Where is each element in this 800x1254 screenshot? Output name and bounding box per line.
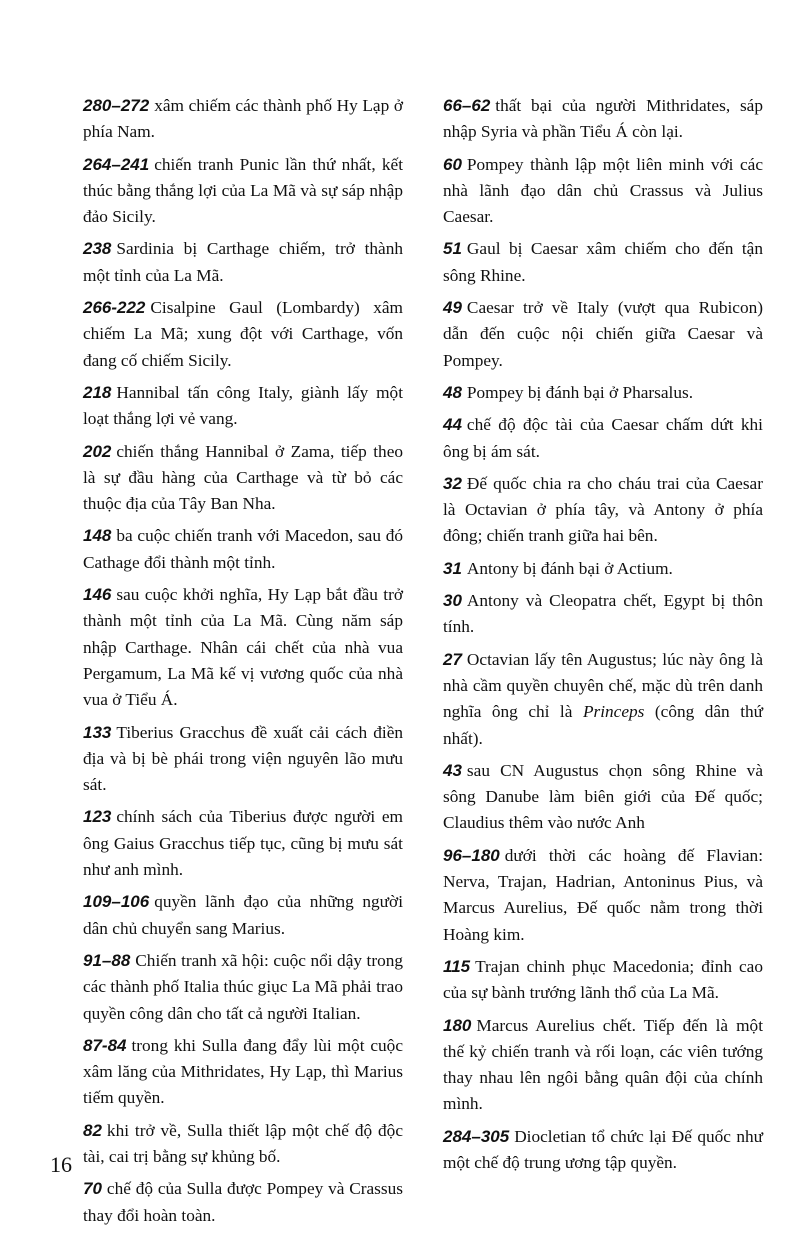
entry-text: Marcus Aurelius chết. Tiếp đến là một thế kỷ chiến tranh và rối loạn, các viên tướng thay nhau lên ngôi bằng quân đội của chính mình. xyxy=(443,1015,763,1114)
entry-date: 218 xyxy=(83,382,112,402)
left-column xyxy=(83,93,403,1235)
timeline-entry xyxy=(443,471,763,550)
timeline-entry xyxy=(443,647,763,752)
entry-date: 66–62 xyxy=(443,96,491,115)
timeline-entry xyxy=(443,843,763,948)
entry-text: Caesar trở về Italy (vượt qua Rubicon) dẫn đến cuộc nội chiến giữa Caesar và Pompey. xyxy=(443,298,763,370)
entry-text: thất bại của người Mithridates, sáp nhập Syria và phần Tiểu Á còn lại. xyxy=(443,96,763,142)
entry-text: Pompey thành lập một liên minh với các nhà lãnh đạo dân chủ Crassus và Julius Caesar. xyxy=(443,154,763,227)
entry-date: 284–305 xyxy=(443,1126,510,1146)
entry-date: 202 xyxy=(83,441,112,461)
entry-text: Tiberius Gracchus đề xuất cải cách điền địa và bị bè phái trong viện nguyên lão mưu sát. xyxy=(83,722,403,795)
entry-date: 109–106 xyxy=(83,892,150,912)
entry-date: 43 xyxy=(443,760,462,780)
entry-text: Gaul bị Caesar xâm chiếm cho đến tận sông Rhine. xyxy=(443,239,763,285)
entry-date: 32 xyxy=(443,473,462,493)
timeline-entry xyxy=(83,948,403,1027)
timeline-entry xyxy=(443,556,763,582)
entry-date: 70 xyxy=(83,1179,102,1199)
entry-text: Hannibal tấn công Italy, giành lấy một loạt thắng lợi vẻ vang. xyxy=(83,382,403,429)
timeline-entry xyxy=(443,93,763,146)
entry-date: 280–272 xyxy=(83,96,150,115)
timeline-entry xyxy=(443,295,763,374)
entry-text: trong khi Sulla đang đẩy lùi một cuộc xâm lăng của Mithridates, Hy Lạp, thì Marius tiếm quyền. xyxy=(83,1035,403,1108)
entry-date: 238 xyxy=(83,239,112,259)
entry-date: 27 xyxy=(443,649,462,669)
entry-text: chế độ của Sulla được Pompey và Crassus thay đổi hoàn toàn. xyxy=(83,1179,403,1225)
entry-text: Sardinia bị Carthage chiếm, trở thành một tỉnh của La Mã. xyxy=(83,239,403,285)
timeline-entry xyxy=(83,152,403,231)
timeline-entry xyxy=(83,582,403,713)
entry-date: 264–241 xyxy=(83,154,150,174)
entry-text: chế độ độc tài của Caesar chấm dứt khi ông bị ám sát. xyxy=(443,415,763,461)
entry-date: 82 xyxy=(83,1120,102,1140)
timeline-entry xyxy=(83,720,403,799)
entry-text: Trajan chinh phục Macedonia; đỉnh cao của sự bành trướng lãnh thổ của La Mã. xyxy=(443,956,763,1003)
entry-text: Antony và Cleopatra chết, Egypt bị thôn tính. xyxy=(443,591,763,637)
entry-text: quyền lãnh đạo của những người dân chủ chuyển sang Marius. xyxy=(83,892,403,938)
entry-date: 31 xyxy=(443,558,462,578)
entry-emphasis: Princeps xyxy=(582,702,645,722)
timeline-entry xyxy=(443,380,763,406)
entry-text: ba cuộc chiến tranh với Macedon, sau đó Cathage đổi thành một tỉnh. xyxy=(83,526,403,572)
timeline-entry xyxy=(443,588,763,641)
entry-date: 30 xyxy=(443,591,462,611)
entry-date: 51 xyxy=(443,239,462,259)
entry-date: 123 xyxy=(83,807,112,827)
entry-text: Pompey bị đánh bại ở Pharsalus. xyxy=(466,382,694,402)
entry-date: 266-222 xyxy=(83,298,146,318)
timeline-entry xyxy=(83,439,403,518)
entry-date: 180 xyxy=(443,1015,472,1035)
entry-date: 133 xyxy=(83,722,112,742)
timeline-entry xyxy=(443,236,763,289)
timeline-entry xyxy=(83,380,403,433)
timeline-entry xyxy=(83,523,403,576)
entry-date: 146 xyxy=(83,585,112,605)
page-number: 16 xyxy=(50,1152,72,1177)
entry-text: chiến tranh Punic lần thứ nhất, kết thúc bằng thắng lợi của La Mã và sự sáp nhập đảo Sicily. xyxy=(83,154,403,227)
entry-date: 48 xyxy=(443,382,462,402)
timeline-entry xyxy=(83,295,403,374)
entry-text-after: (công dân thứ nhất). xyxy=(443,702,764,748)
timeline-entry xyxy=(443,954,763,1007)
timeline-entry xyxy=(443,1124,763,1177)
entry-date: 49 xyxy=(443,298,462,318)
entry-text: chiến thắng Hannibal ở Zama, tiếp theo là sự đầu hàng của Carthage và từ bỏ các thuộc địa của Tây Ban Nha. xyxy=(83,441,403,514)
entry-date: 87-84 xyxy=(83,1035,127,1055)
entry-text: xâm chiếm các thành phố Hy Lạp ở phía Nam. xyxy=(83,96,403,142)
timeline-entry xyxy=(83,1176,403,1229)
entry-text: Antony bị đánh bại ở Actium. xyxy=(466,558,673,578)
timeline-entry xyxy=(83,236,403,289)
entry-text: sau CN Augustus chọn sông Rhine và sông Danube làm biên giới của Đế quốc; Claudius thêm vào nước Anh xyxy=(443,760,763,833)
timeline-entry xyxy=(443,758,763,837)
entry-text: Octavian lấy tên Augustus; lúc này ông là nhà cầm quyền chuyên chế, mặc dù trên danh nghĩa ông chỉ là xyxy=(443,649,763,722)
entry-date: 115 xyxy=(443,956,471,976)
entry-text: khi trở về, Sulla thiết lập một chế độ độc tài, cai trị bằng sự khủng bố. xyxy=(83,1120,403,1166)
entry-date: 60 xyxy=(443,154,462,174)
entry-text: dưới thời các hoàng đế Flavian: Nerva, Trajan, Hadrian, Antoninus Pius, và Marcus Aurelius, Đế quốc nằm trong thời Hoàng kim. xyxy=(443,845,763,944)
timeline-entry xyxy=(443,1013,763,1118)
entry-text: Đế quốc chia ra cho cháu trai của Caesar là Octavian ở phía tây, và Antony ở phía đông; chiến tranh giữa hai bên. xyxy=(443,473,763,546)
entry-text: chính sách của Tiberius được người em ông Gaius Gracchus tiếp tục, cũng bị mưu sát như anh mình. xyxy=(83,807,403,880)
timeline-entry xyxy=(83,804,403,883)
entry-date: 44 xyxy=(443,415,462,435)
entry-text: sau cuộc khởi nghĩa, Hy Lạp bắt đầu trở thành một tỉnh của La Mã. Cùng năm sáp nhập Carthage. Nhân cái chết của nhà vua Pergamum, La Mã kế vị vương quốc của nhà vua ở Tiểu Á. xyxy=(83,585,403,710)
entry-text: Chiến tranh xã hội: cuộc nổi dậy trong các thành phố Italia thúc giục La Mã phải trao quyền công dân cho tất cả người Italian. xyxy=(83,950,403,1023)
timeline-entry xyxy=(443,412,763,465)
entry-date: 96–180 xyxy=(443,845,500,865)
timeline-entry xyxy=(83,93,403,146)
entry-text: Cisalpine Gaul (Lombardy) xâm chiếm La Mã; xung đột với Carthage, vốn đang cố chiếm Sicily. xyxy=(83,298,403,370)
entry-date: 91–88 xyxy=(83,950,131,970)
timeline-entry xyxy=(443,152,763,231)
timeline-entry xyxy=(83,1033,403,1112)
entry-date: 148 xyxy=(83,526,112,546)
entry-text: Diocletian tổ chức lại Đế quốc như một chế độ trung ương tập quyền. xyxy=(443,1126,763,1172)
timeline-entry xyxy=(83,1118,403,1171)
right-column xyxy=(443,93,763,1182)
timeline-entry xyxy=(83,889,403,942)
